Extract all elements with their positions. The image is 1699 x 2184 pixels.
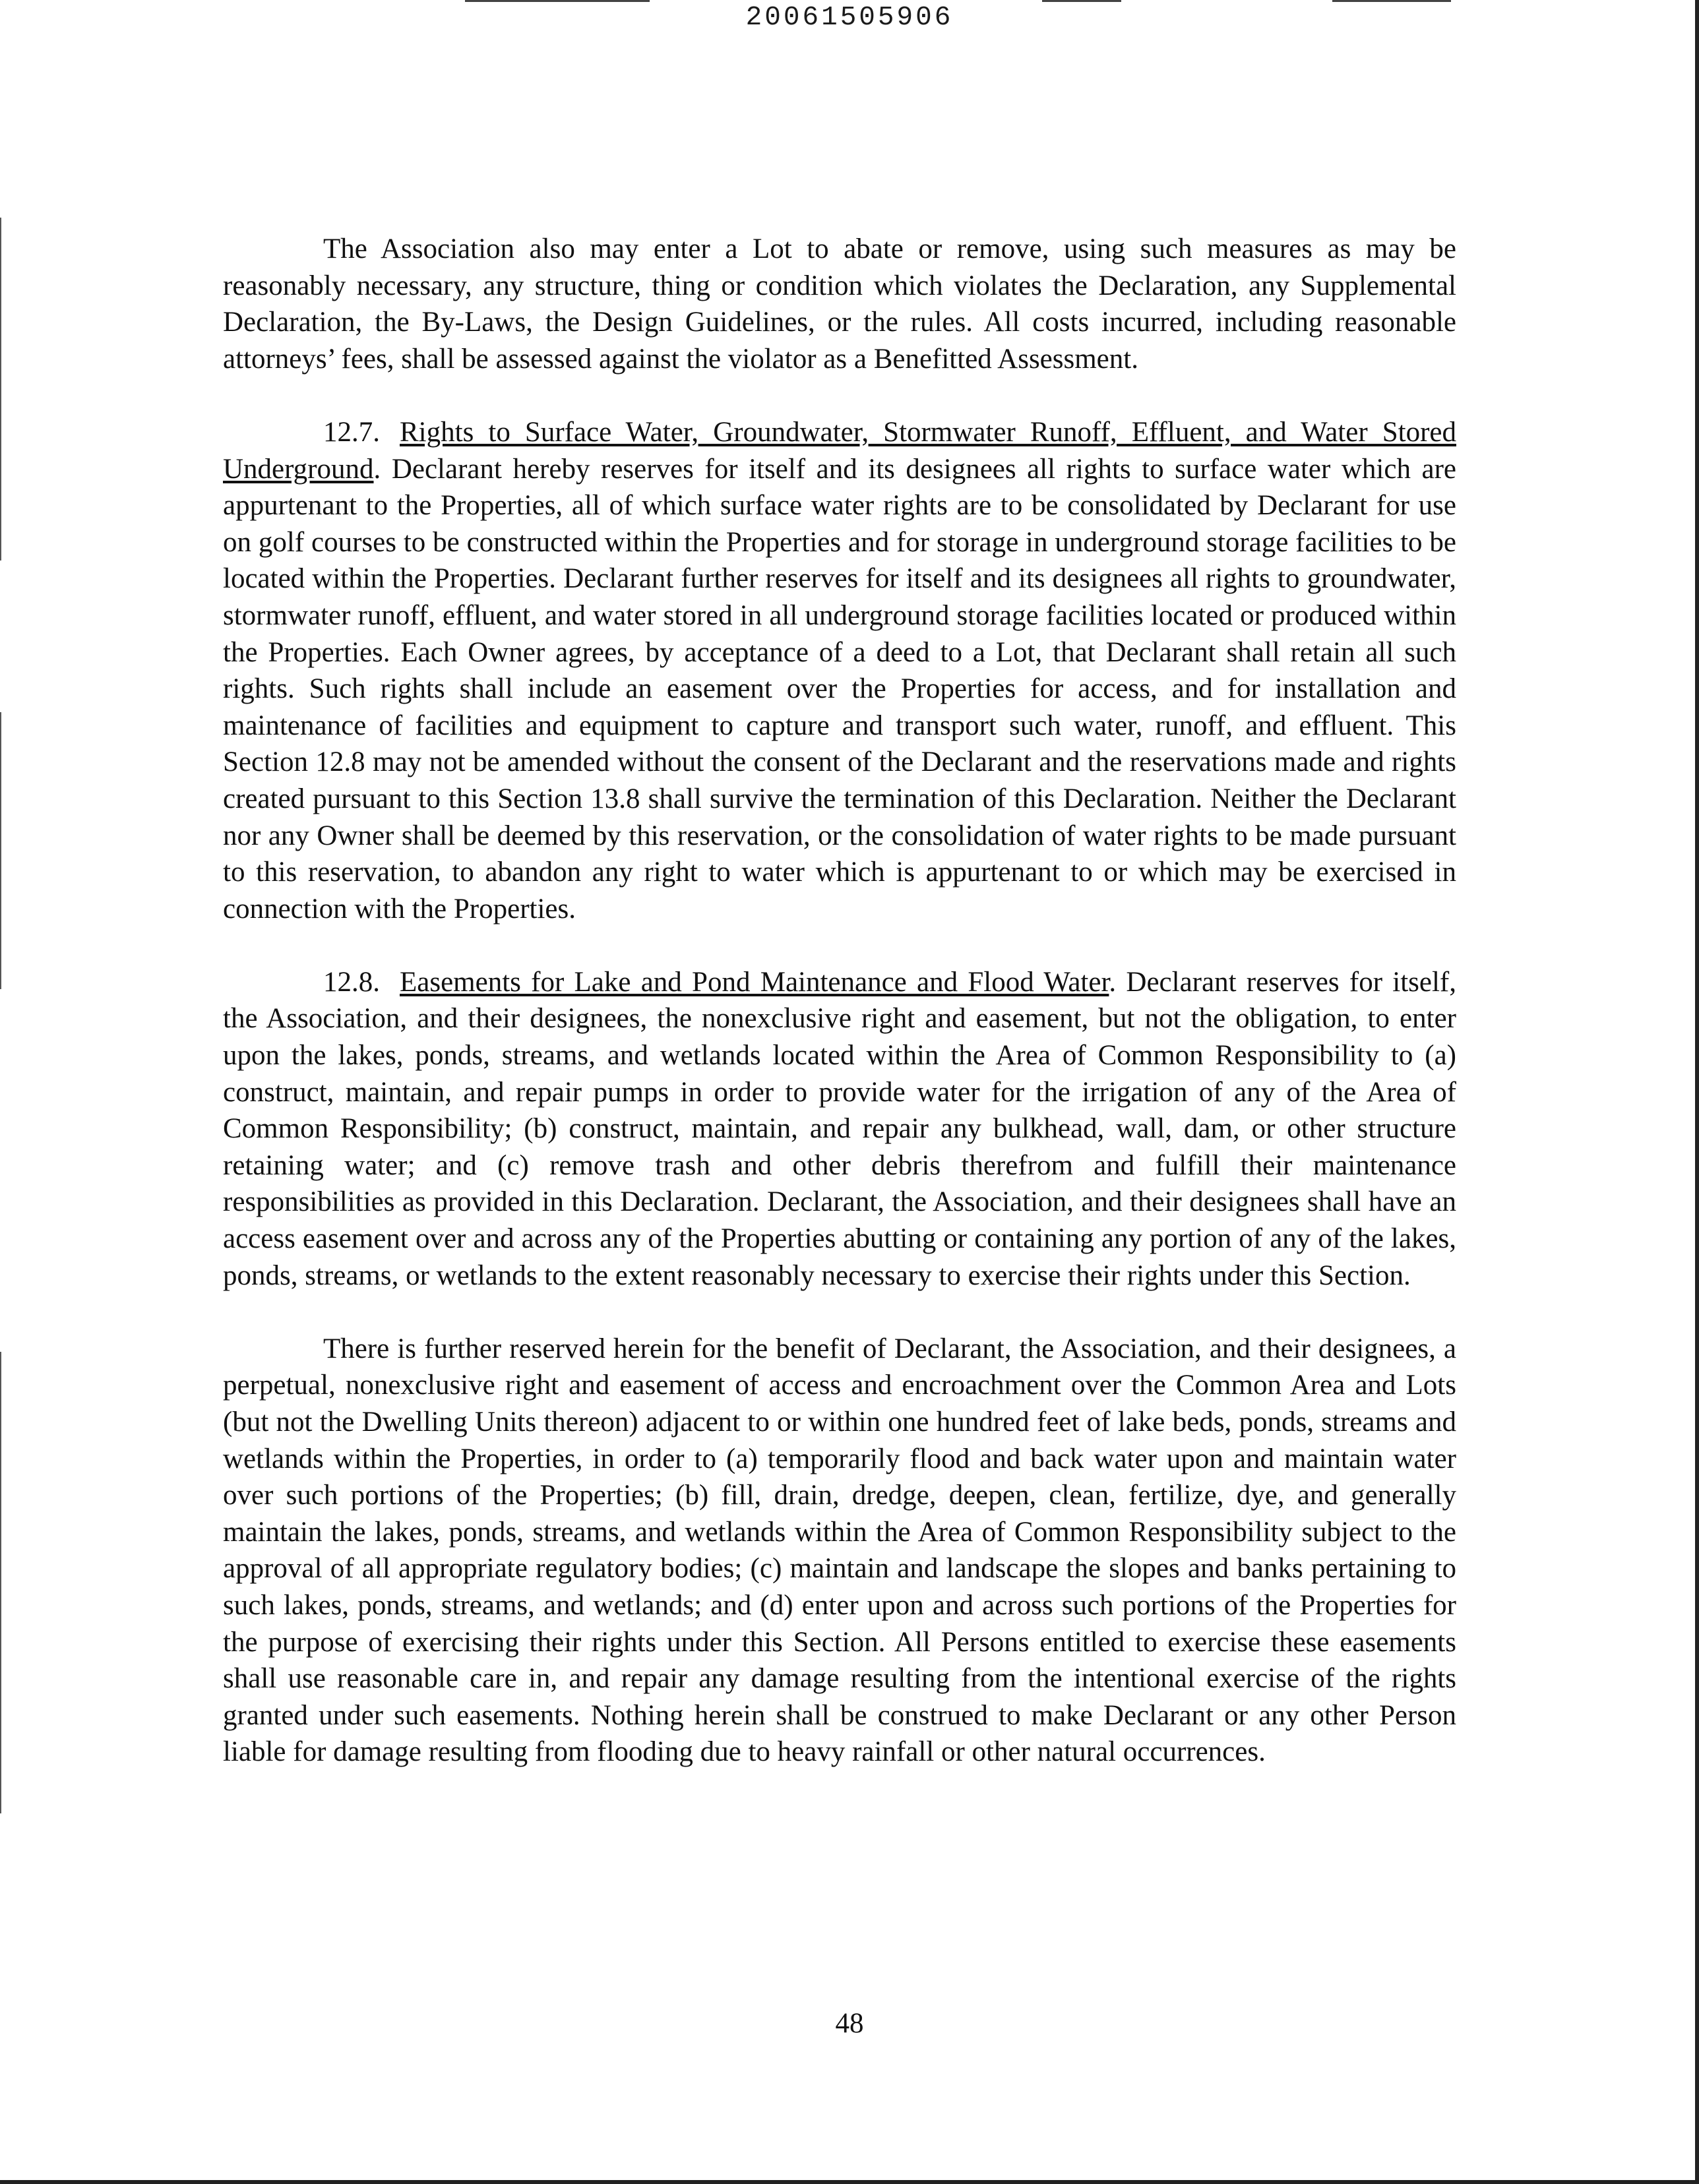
scan-margin-mark bbox=[0, 1352, 1, 1813]
section-body: . Declarant reserves for itself, the Association, and their designees, the nonexclusive right and easement, but not the obligation, to enter upon the lakes, ponds, streams, and wetlands located within the Area of Common Responsibility to (a) construct, maintain, and repair pumps in order to provide water for the irrigation of any of the Area of Common Responsibility; (b) construct, maintain, and repair any bulkhead, wall, dam, or other structure retaining water; and (c) remove trash and other debris therefrom and fulfill their maintenance responsibilities as provided in this Declaration. Declarant, the Association, and their designees shall have an access easement over and across any of the Properties abutting or containing any portion of any of the lakes, ponds, streams, or wetlands to the extent reasonably necessary to exercise their rights under this Section. bbox=[223, 966, 1456, 1291]
scan-right-edge bbox=[1695, 0, 1699, 2184]
section-number: 12.8. bbox=[323, 966, 380, 998]
paragraph-association-entry: The Association also may enter a Lot to abate or remove, using such measures as may be reasonably necessary, any structure, thing or condition which violates the Declaration, any Supplemental Declaration, the By-Laws, the Design Guidelines, or the rules. All costs incurred, including reasonable attorneys’ fees, shall be assessed against the violator as a Benefitted Assessment. bbox=[223, 233, 1456, 375]
section-12-7 bbox=[223, 414, 1456, 927]
section-12-8 bbox=[223, 964, 1456, 1294]
section-number: 12.7. bbox=[323, 416, 380, 448]
scan-artifact-rule bbox=[1042, 0, 1121, 2]
scan-artifact-rule bbox=[1332, 0, 1451, 2]
document-number: 20061505906 bbox=[745, 3, 954, 33]
page-number: 48 bbox=[835, 2008, 864, 2039]
section-heading: Easements for Lake and Pond Maintenance and Flood Water bbox=[400, 966, 1109, 998]
scan-bottom-edge bbox=[0, 2180, 1699, 2184]
paragraph-further-reserved: There is further reserved herein for the benefit of Declarant, the Association, and their designees, a perpetual, nonexclusive right and easement of access and encroachment over the Common Area and Lots (but not the Dwelling Units thereon) adjacent to or within one hundred feet of lake beds, ponds, streams and wetlands within the Properties, in order to (a) temporarily flood and back water upon and maintain water over such portions of the Properties; (b) fill, drain, dredge, deepen, clean, fertilize, dye, and generally maintain the lakes, ponds, streams, and wetlands within the Area of Common Responsibility subject to the approval of all appropriate regulatory bodies; (c) maintain and landscape the slopes and banks pertaining to such lakes, ponds, streams, and wetlands; and (d) enter upon and across such portions of the Properties for the purpose of exercising their rights under this Section. All Persons entitled to exercise these easements shall use reasonable care in, and repair any damage resulting from the intentional exercise of the rights granted under such easements. Nothing herein shall be construed to make Declarant or any other Person liable for damage resulting from flooding due to heavy rainfall or other natural occurrences. bbox=[223, 1333, 1456, 1768]
scan-margin-mark bbox=[0, 712, 1, 989]
document-body bbox=[223, 231, 1456, 1807]
scan-margin-mark bbox=[0, 218, 1, 561]
scan-artifact-rule bbox=[465, 0, 650, 2]
section-body: . Declarant hereby reserves for itself and its designees all rights to surface water which are appurtenant to the Properties, all of which surface water rights are to be consolidated by Declarant for use on golf courses to be constructed within the Properties and for storage in underground storage facilities to be located within the Properties. Declarant further reserves for itself and its designees all rights to groundwater, stormwater runoff, effluent, and water stored in all underground storage facilities located or produced within the Properties. Each Owner agrees, by acceptance of a deed to a Lot, that Declarant shall retain all such rights. Such rights shall include an easement over the Properties for access, and for installation and maintenance of facilities and equipment to capture and transport such water, runoff, and effluent. This Section 12.8 may not be amended without the consent of the Declarant and the reservations made and rights created pursuant to this Section 13.8 shall survive the termination of this Declaration. Neither the Declarant nor any Owner shall be deemed by this reservation, or the consolidation of water rights to be made pursuant to this reservation, to abandon any right to water which is appurtenant to or which may be exercised in connection with the Properties. bbox=[223, 453, 1456, 925]
section-heading: Rights to Surface Water, Groundwater, Stormwater Runoff, Effluent, and Water Stored Underground bbox=[223, 416, 1456, 485]
